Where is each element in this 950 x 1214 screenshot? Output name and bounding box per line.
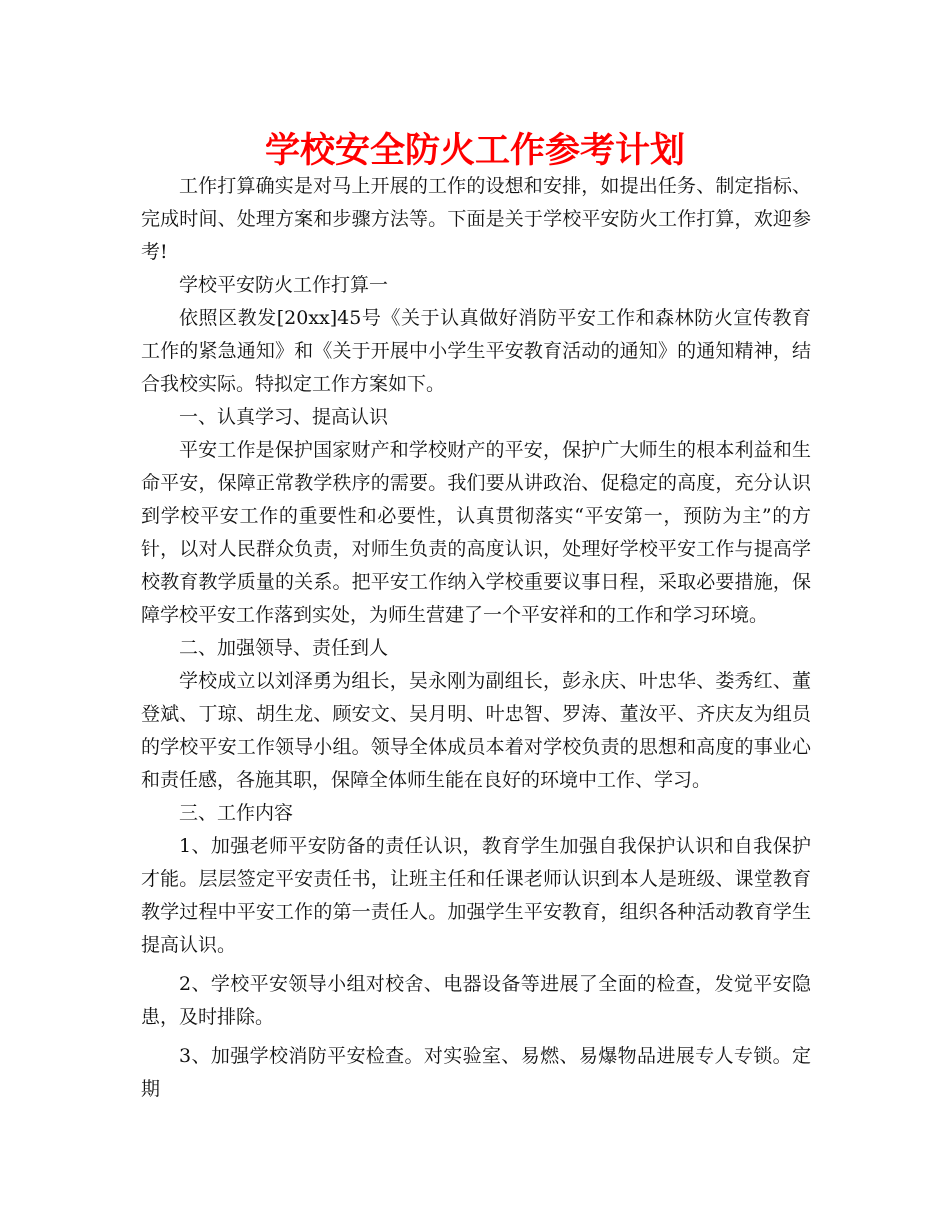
work-item-3: 3、加强学校消防平安检查。对实验室、易燃、易爆物品进展专人专锁。定期: [141, 1045, 811, 1100]
plan-heading: 学校平安防火工作打算一: [179, 274, 389, 296]
work-item-2: 2、学校平安领导小组对校舍、电器设备等进展了全面的检查，发觉平安隐患，及时排除。: [141, 973, 811, 1028]
document-body: [141, 170, 811, 1106]
section-1-paragraph: 平安工作是保护国家财产和学校财产的平安，保护广大师生的根本利益和生命平安，保障正常教学秩序的需要。我们要从讲政治、促稳定的高度，充分认识到学校平安工作的重要性和必要性，认真贯彻落实“平安第一，预防为主”的方针，以对人民群众负责，对师生负责的高度认识，处理好学校平安工作与提高学校教育教学质量的关系。把平安工作纳入学校重要议事日程，采取必要措施，保障学校平安工作落到实处，为师生营建了一个平安祥和的工作和学习环境。: [141, 439, 811, 626]
basis-paragraph: 依照区教发[20xx]45号《关于认真做好消防平安工作和森林防火宣传教育工作的紧急通知》和《关于开展中小学生平安教育活动的通知》的通知精神，结合我校实际。特拟定工作方案如下。: [141, 307, 811, 395]
section-heading-3: 三、工作内容: [179, 802, 294, 824]
document-title: 学校安全防火工作参考计划: [264, 131, 685, 171]
intro-paragraph: 工作打算确实是对马上开展的工作的设想和安排，如提出任务、制定指标、完成时间、处理方案和步骤方法等。下面是关于学校平安防火工作打算，欢迎参考!: [141, 175, 811, 263]
section-2-paragraph: 学校成立以刘泽勇为组长，吴永刚为副组长，彭永庆、叶忠华、娄秀红、董登斌、丁琼、胡生龙、顾安文、吴月明、叶忠智、罗涛、董汝平、齐庆友为组员的学校平安工作领导小组。领导全体成员本着对学校负责的思想和高度的事业心和责任感，各施其职，保障全体师生能在良好的环境中工作、学习。: [141, 670, 811, 791]
section-heading-2: 二、加强领导、责任到人: [179, 637, 389, 659]
section-heading-1: 一、认真学习、提高认识: [179, 406, 389, 428]
work-item-1: 1、加强老师平安防备的责任认识，教育学生加强自我保护认识和自我保护才能。层层签定平安责任书，让班主任和任课老师认识到本人是班级、课堂教育教学过程中平安工作的第一责任人。加强学生平安教育，组织各种活动教育学生提高认识。: [141, 835, 811, 956]
